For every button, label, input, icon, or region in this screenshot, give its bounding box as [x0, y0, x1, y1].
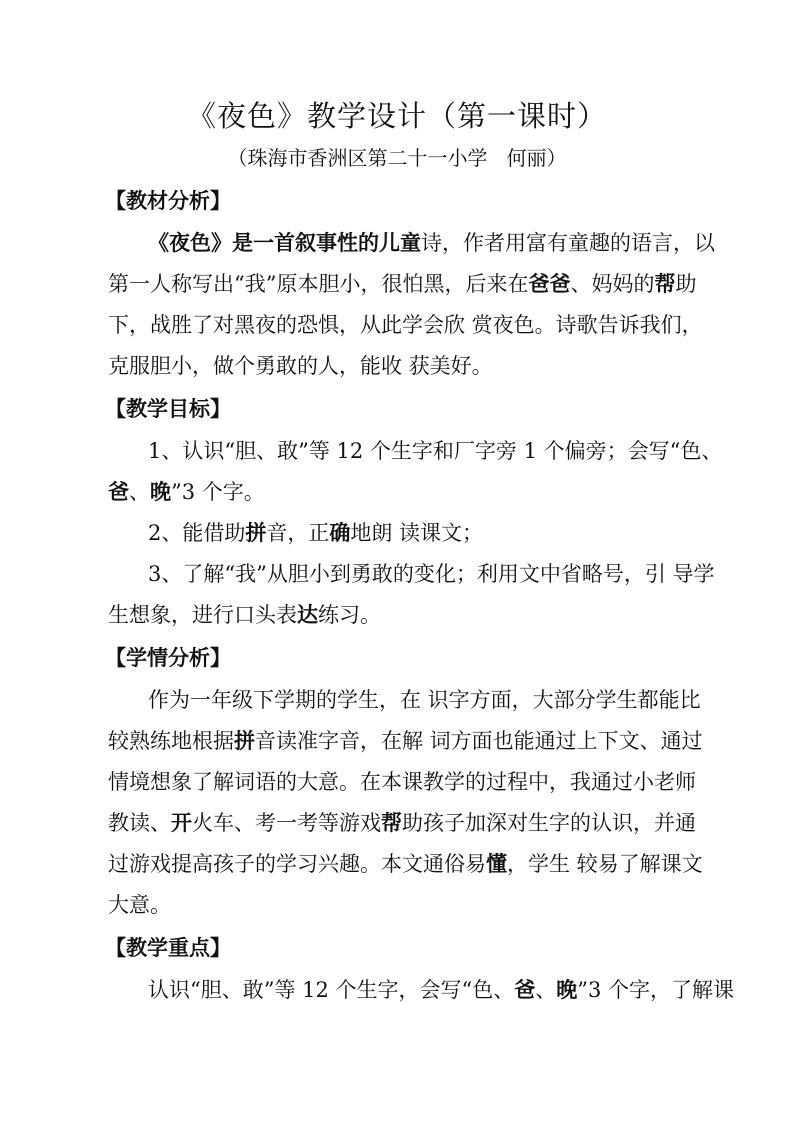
paragraph-line: 下，战胜了对黑夜的恐惧，从此学会欣 赏夜色。诗歌告诉我们，: [108, 313, 703, 337]
paragraph-line: 第一人称写出“我”原本胆小，很怕黑，后来在爸爸、妈妈的帮助: [108, 272, 697, 296]
paragraph-line: 情境想象了解词语的大意。在本课教学的过程中，我通过小老师: [108, 770, 696, 794]
paragraph-line: 过游戏提高孩子的学习兴趣。本文通俗易懂，学生 较易了解课文: [108, 852, 703, 876]
paragraph-line: 《夜色》是一首叙事性的儿童诗，作者用富有童趣的语言，以: [148, 231, 715, 255]
paragraph-line: 1、认识“胆、敢”等 12 个生字和厂字旁 1 个偏旁；会写“色、: [148, 439, 723, 463]
paragraph-line: 2、能借助拼音，正确地朗 读课文；: [148, 521, 484, 545]
section-heading-goals: 【教学目标】: [105, 397, 231, 421]
document-subtitle: （珠海市香洲区第二十一小学 何丽）: [227, 146, 567, 170]
paragraph-line: 教读、开火车、考一考等游戏帮助孩子加深对生字的认识，并通: [108, 811, 696, 835]
paragraph-line: 克服胆小，做个勇敢的人，能收 获美好。: [108, 354, 493, 378]
paragraph-line: 较熟练地根据拼音读准字音，在解 词方面也能通过上下文、通过: [108, 729, 703, 753]
paragraph-line: 爸、晚”3 个字。: [108, 480, 265, 504]
paragraph-line: 作为一年级下学期的学生，在 识字方面，大部分学生都能比: [148, 688, 701, 712]
document-title: 《夜色》教学设计（第一课时）: [186, 99, 607, 133]
paragraph-line: 认识“胆、敢”等 12 个生字，会写“色、爸、晚”3 个字，了解课: [148, 978, 735, 1002]
paragraph-line: 3、了解“我”从胆小到勇敢的变化；利用文中省略号，引 导学: [148, 562, 715, 586]
paragraph-line: 生想象，进行口头表达练习。: [108, 603, 381, 627]
section-heading-keypoints: 【教学重点】: [105, 936, 231, 960]
section-heading-analysis: 【教材分析】: [105, 189, 231, 213]
section-heading-learners: 【学情分析】: [105, 646, 231, 670]
paragraph-line: 大意。: [108, 893, 171, 917]
